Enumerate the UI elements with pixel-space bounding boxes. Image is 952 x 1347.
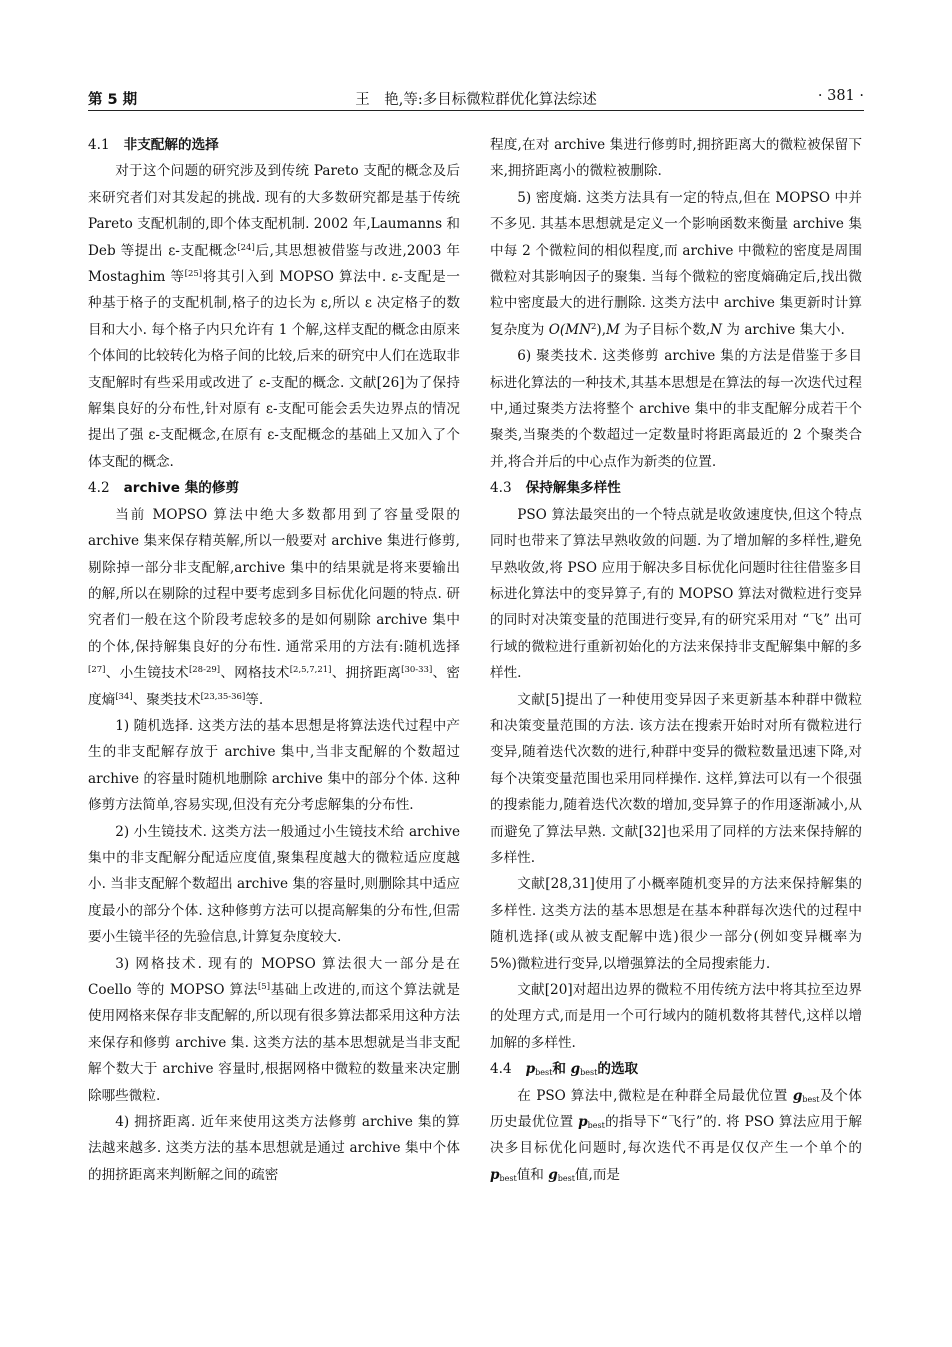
citation: [25] — [184, 269, 203, 280]
section-4-2-heading: 4.2 archive 集的修剪 — [88, 480, 240, 497]
paragraph: 文献[20]对超出边界的微粒不用传统方法中将其拉至边界的处理方式,而是用一个可行域内的随机数将其替代,这样以增加解的多样性. — [490, 982, 862, 1051]
paragraph: 1) 随机选择. 这类方法的基本思想是将算法迭代过程中产生的非支配解存放于 archive 集中,当非支配解的个数超过 archive 的容量时随机地删除 archive 集中的部分个体. 这种修剪方法简单,容易实现,但没有充分考虑解集的分布性. — [88, 717, 460, 814]
section-4-3-heading: 4.3 保持解集多样性 — [490, 480, 621, 497]
paragraph: 对于这个问题的研究涉及到传统 Pareto 支配的概念及后来研究者们对其发起的挑战. 现有的大多数研究都是基于传统 Pareto 支配机制的,即个体支配机制. 2002 年,Laumanns 和 Deb 等提出 ε-支配概念[24]后,其思想被借鉴与改进,2003 年 Mostaghim 等[25]将其引入到 MOPSO 算法中. ε-支配是一种基于格子的支配机制,格子的边长为 ε,所以 ε 决定格子的数目和大小. 每个格子内只允许有 1 个解,这样支配的概念由原来个体间的比较转化为格子间的比较,后来的研究中人们在选取非支配解时有些采用或改进了 ε-支配的概念. 文献[26]为了保持解集良好的分布性,针对原有 ε-支配可能会丢失边界点的情况提出了强 ε-支配概念,在原有 ε-支配概念的基础上又加入了个体支配的概念. — [88, 163, 460, 470]
paragraph: 3) 网格技术. 现有的 MOPSO 算法很大一部分是在 Coello 等的 MOPSO 算法[5]基础上改进的,而这个算法就是使用网格来保存非支配解的,所以现有很多算法都采用这种方法来保存和修剪 archive 集. 这类方法的基本思想就是当非支配解个数大于 archive 容量时,根据网格中微粒的数量来决定删除哪些微粒. — [88, 955, 460, 1104]
paragraph: 在 PSO 算法中,微粒是在种群全局最优位置 $g_{best}$及个体历史最优位置 $p_{best}$的指导下“飞行”的. 将 PSO 算法应用于解决多目标优化问题时,每次迭代不再是仅仅产生一个单个的 $p_{best}$值和 $g_{best}$值,而是 — [490, 1087, 862, 1183]
paragraph: 当前 MOPSO 算法中绝大多数都用到了容量受限的 archive 集来保存精英解,所以一般要对 archive 集进行修剪,剔除掉一部分非支配解,archive 集中的结果就是将来要输出的解,所以在剔除的过程中要考虑到多目标优化问题的特点. 研究者们一般在这个阶段考虑较多的是如何剔除 archive 集中的个体,保持解集良好的分布性. 通常采用的方法有:随机选择[27]、小生镜技术[28-29]、网格技术[2,5,7,21]、拥挤距离[30-33]、密度熵[34]、聚类技术[23,35-36]等. — [88, 506, 461, 708]
section-4-4-heading: 4.4 $p_{best}$和 $g_{best}$的选取 — [490, 1061, 639, 1078]
paragraph: 4) 拥挤距离. 近年来使用这类方法修剪 archive 集的算法越来越多. 这类方法的基本思想就是通过 archive 集中个体的拥挤距离来判断解之间的疏密 — [88, 1114, 460, 1183]
left-column — [88, 132, 460, 1188]
right-column — [490, 132, 862, 1188]
paragraph: 程度,在对 archive 集进行修剪时,拥挤距离大的微粒被保留下来,拥挤距离小的微粒被删除. — [490, 137, 862, 180]
running-title: 王 艳,等:多目标微粒群优化算法综述 — [355, 92, 597, 108]
paragraph: 文献[28,31]使用了小概率随机变异的方法来保持解集的多样性. 这类方法的基本思想是在基本种群每次迭代的过程中随机选择(或从被支配解中选)很少一部分(例如变异概率为 5%)微粒进行变异,以增强算法的全局搜索能力. — [490, 876, 862, 972]
paragraph: 6) 聚类技术. 这类修剪 archive 集的方法是借鉴于多目标进化算法的一种技术,其基本思想是在算法的每一次迭代过程中,通过聚类方法将整个 archive 集中的非支配解分成若干个聚类,当聚类的个数超过一定数量时将距离最近的 2 个聚类合并,将合并后的中心点作为新类的位置. — [490, 348, 862, 470]
paragraph: 5) 密度熵. 这类方法具有一定的特点,但在 MOPSO 中并不多见. 其基本思想就是定义一个影响函数来衡量 archive 集中每 2 个微粒间的相似程度,而 archive 中微粒的密度是周围微粒对其影响因子的聚集. 当每个微粒的密度熵确定后,找出微粒中密度最大的进行删除. 这类方法中 archive 集更新时计算复杂度为 $O(MN^2),M$ 为子目标个数,N 为 archive 集大小. — [490, 189, 862, 338]
paragraph: PSO 算法最突出的一个特点就是收敛速度快,但这个特点同时也带来了算法早熟收敛的问题. 为了增加解的多样性,避免早熟收敛,将 PSO 应用于解决多目标优化问题时往往借鉴多目标进化算法中的变异算子,有的 MOPSO 算法对微粒进行变异的同时对决策变量的范围进行变异,有的研究采用对 “飞” 出可行域的微粒进行重新初始化的方法来保持非支配解集中解的多样性. — [490, 506, 862, 682]
paragraph: 文献[5]提出了一种使用变异因子来更新基本种群中微粒和决策变量范围的方法. 该方法在搜索开始时对所有微粒进行变异,随着迭代次数的进行,种群中变异的微粒数量迅速下降,对每个决策变量范围也采用同样操作. 这样,算法可以有一个很强的搜索能力,随着迭代次数的增加,变异算子的作用逐渐减小,从而避免了算法早熟. 文献[32]也采用了同样的方法来保持解的多样性. — [490, 691, 862, 866]
page-number: · 381 · — [817, 88, 864, 104]
paragraph: 2) 小生镜技术. 这类方法一般通过小生镜技术给 archive 集中的非支配解分配适应度值,聚集程度越大的微粒适应度越小. 当非支配解个数超出 archive 集的容量时,则删除其中适应度最小的部分个体. 这种修剪方法可以提高解集的分布性,但需要小生镜半径的先验信息,计算复杂度较大. — [88, 823, 460, 946]
citation: [24] — [237, 242, 255, 253]
issue-number: 第 5 期 — [88, 92, 138, 108]
section-4-1-heading: 4.1 非支配解的选择 — [88, 137, 219, 153]
running-header — [88, 84, 864, 111]
